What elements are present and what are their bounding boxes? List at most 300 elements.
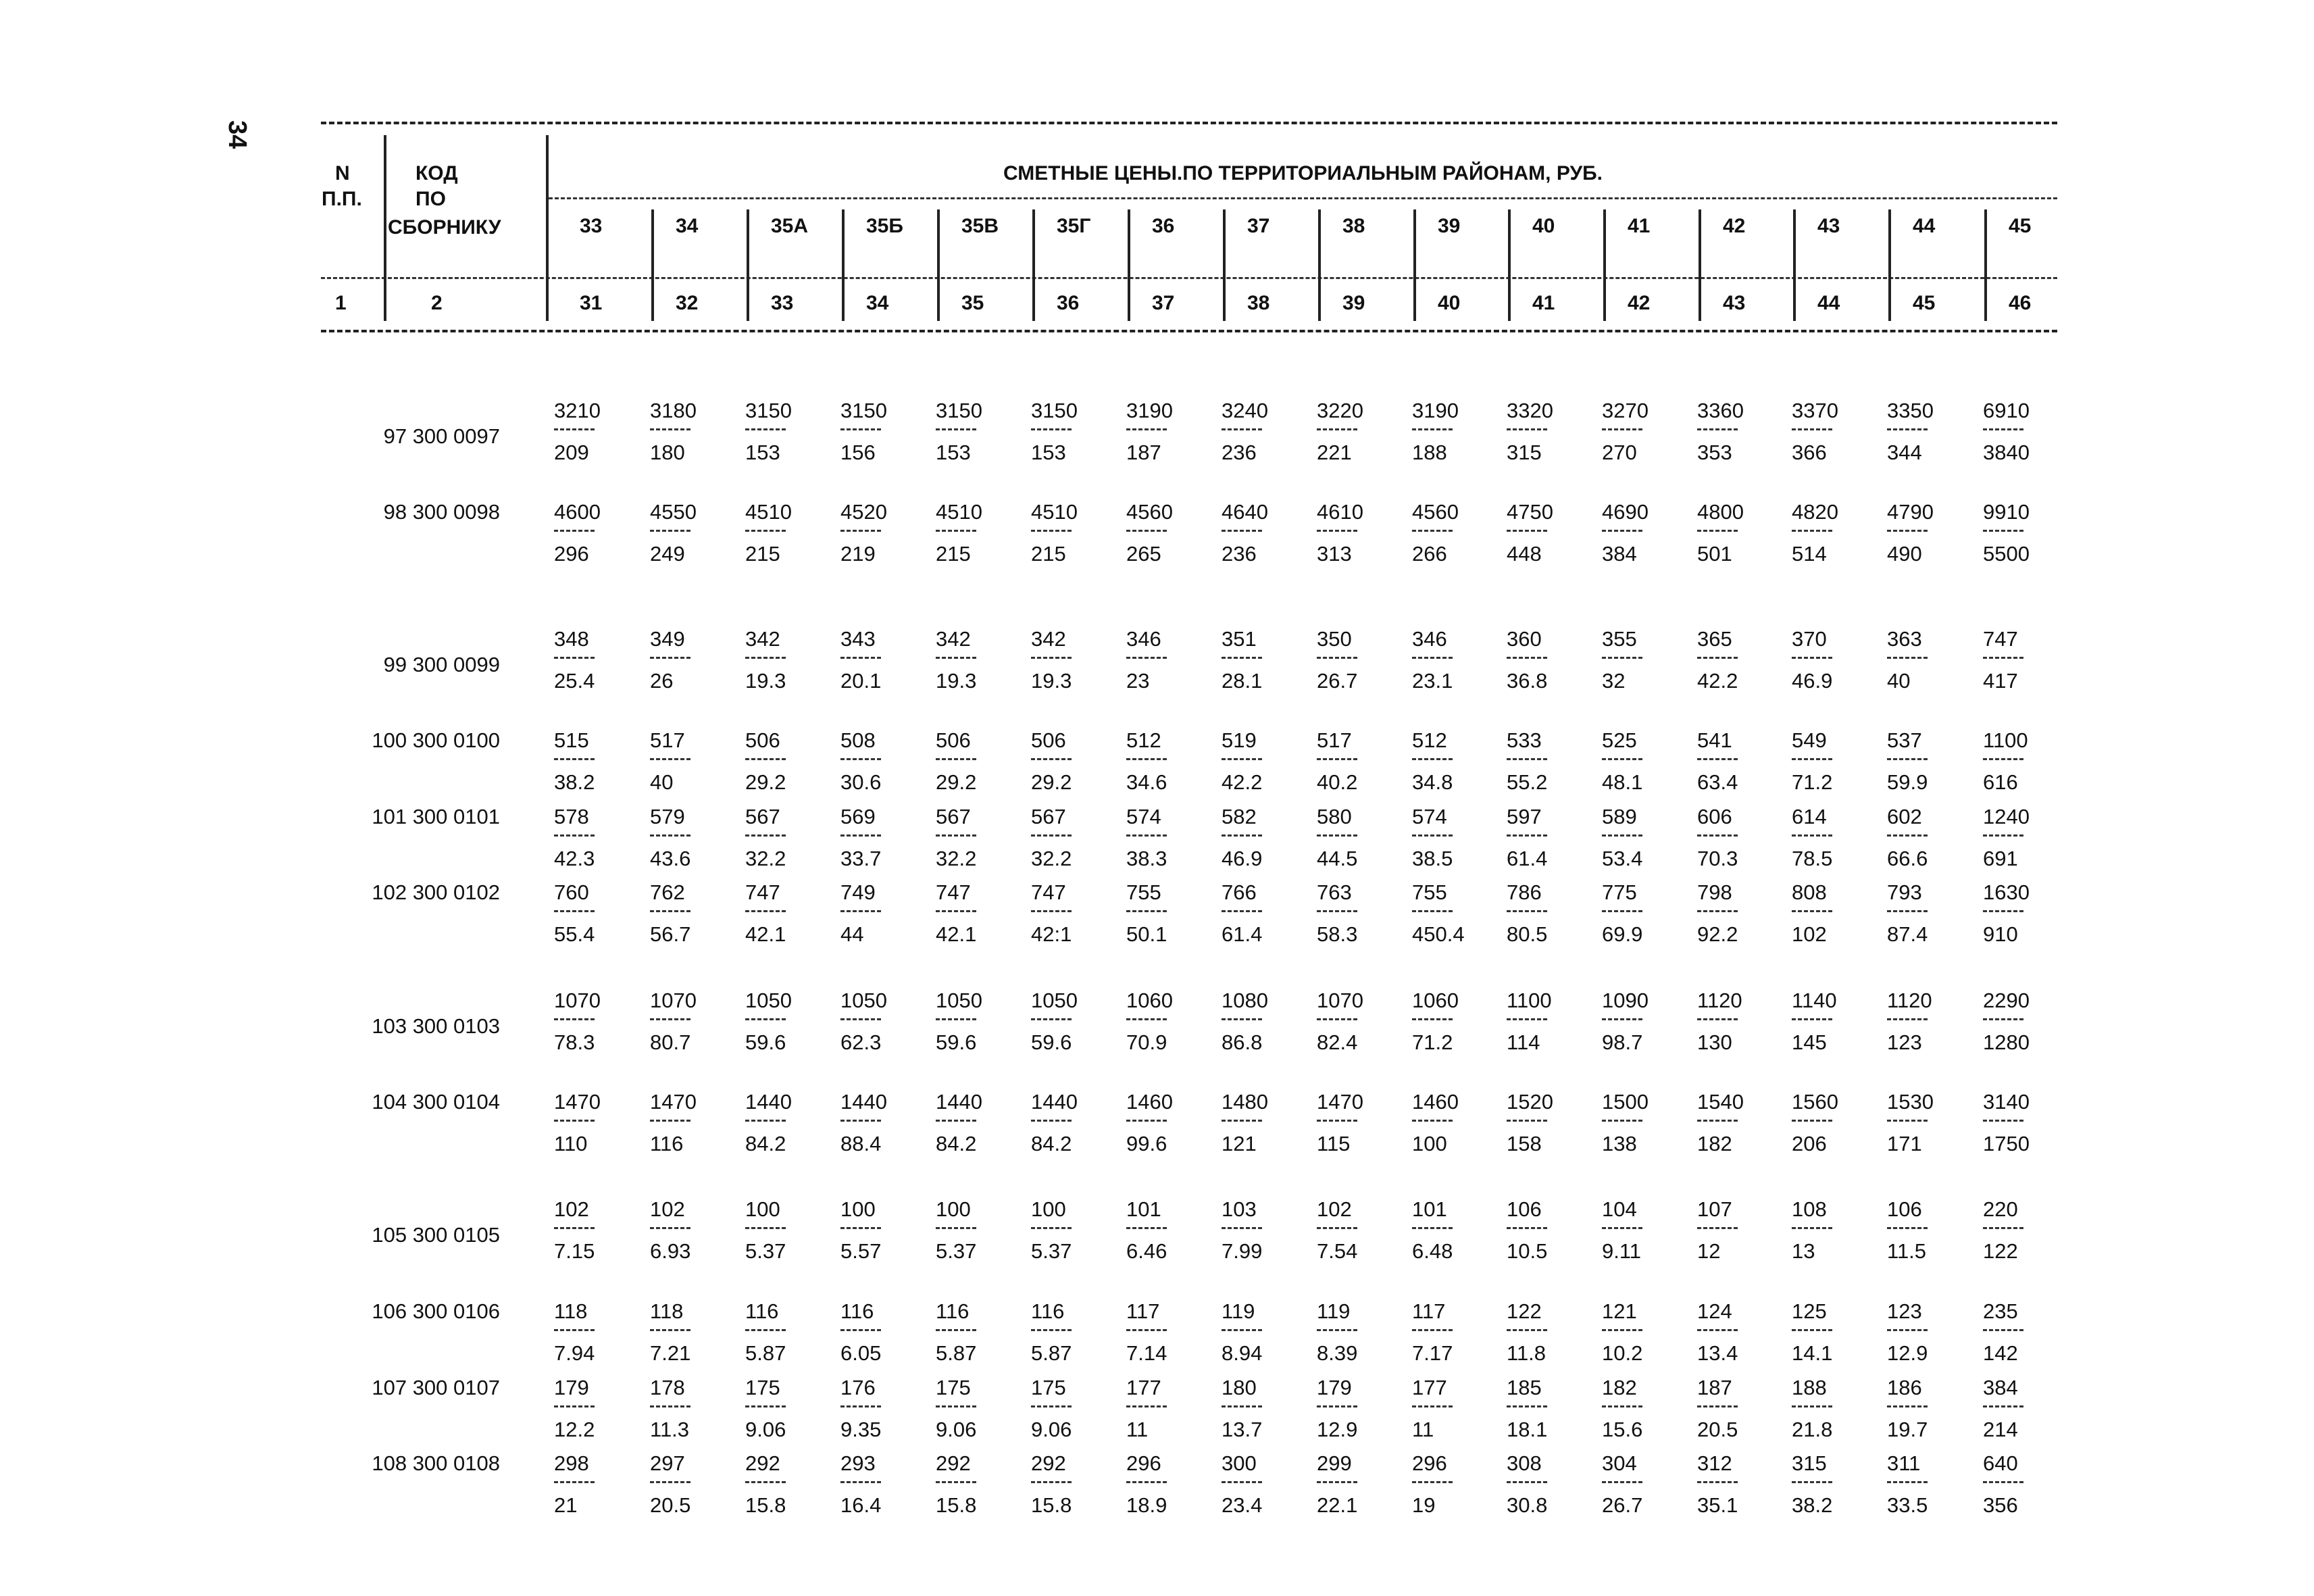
price-cell-bottom: 9.35 (840, 1418, 882, 1441)
price-cell-top: 1460 (1412, 1090, 1459, 1114)
price-cell-top: 3370 (1792, 399, 1838, 422)
price-cell-bottom: 5.37 (936, 1239, 977, 1263)
price-cell-top: 175 (936, 1376, 971, 1399)
fraction-dash (1317, 657, 1357, 659)
fraction-dash (1507, 1481, 1547, 1483)
fraction-dash (1126, 530, 1167, 532)
price-cell-bottom: 5500 (1983, 542, 2030, 566)
header-col-n: N (335, 162, 350, 184)
price-cell-bottom: 153 (745, 441, 780, 464)
header-number: 38 (1247, 292, 1270, 314)
price-cell-top: 342 (745, 627, 780, 651)
header-number: 32 (676, 292, 699, 314)
price-cell-bottom: 122 (1983, 1239, 2018, 1263)
fraction-dash (1983, 657, 2023, 659)
price-cell-top: 101 (1126, 1197, 1161, 1221)
price-cell-top: 350 (1317, 627, 1352, 651)
fraction-dash (1602, 657, 1642, 659)
page-number: 34 (223, 120, 251, 149)
price-cell-bottom: 86.8 (1222, 1030, 1263, 1054)
price-cell-top: 298 (554, 1451, 589, 1475)
fraction-dash (1887, 834, 1928, 837)
fraction-dash (1412, 657, 1453, 659)
fraction-dash (1317, 1329, 1357, 1331)
price-cell-bottom: 23.4 (1222, 1493, 1263, 1517)
price-cell-top: 104 (1602, 1197, 1637, 1221)
price-cell-bottom: 501 (1697, 542, 1732, 566)
price-cell-bottom: 19 (1412, 1493, 1436, 1517)
header-mid-rule (549, 197, 2057, 199)
price-cell-bottom: 42.1 (936, 922, 977, 946)
price-cell-top: 300 (1222, 1451, 1257, 1475)
price-cell-bottom: 42.3 (554, 847, 595, 870)
fraction-dash (650, 758, 690, 760)
fraction-dash (745, 1018, 786, 1020)
fraction-dash (1507, 1120, 1547, 1122)
region-separator (1508, 209, 1511, 321)
price-cell-bottom: 7.99 (1222, 1239, 1263, 1263)
fraction-dash (936, 1120, 976, 1122)
price-cell-top: 116 (936, 1299, 970, 1323)
row-code-label: 108 300 0108 (372, 1451, 500, 1475)
price-cell-top: 517 (650, 728, 685, 752)
fraction-dash (1792, 1018, 1832, 1020)
price-cell-top: 118 (554, 1299, 588, 1323)
row-code-label: 105 300 0105 (372, 1223, 500, 1247)
price-cell-top: 1050 (840, 989, 887, 1012)
price-cell-bottom: 80.5 (1507, 922, 1548, 946)
price-cell-bottom: 38.2 (554, 770, 595, 794)
price-cell-top: 119 (1317, 1299, 1351, 1323)
fraction-dash (840, 1405, 881, 1407)
price-cell-bottom: 182 (1697, 1132, 1732, 1155)
row-code-label: 101 300 0101 (372, 805, 500, 828)
price-cell-top: 755 (1412, 880, 1447, 904)
price-cell-bottom: 16.4 (840, 1493, 882, 1517)
price-cell-bottom: 7.54 (1317, 1239, 1358, 1263)
fraction-dash (1126, 1227, 1167, 1229)
price-cell-bottom: 9.06 (936, 1418, 977, 1441)
price-cell-bottom: 28.1 (1222, 669, 1263, 693)
price-cell-bottom: 42.2 (1697, 669, 1738, 693)
fraction-dash (1602, 1329, 1642, 1331)
fraction-dash (1983, 758, 2023, 760)
price-cell-top: 177 (1126, 1376, 1161, 1399)
fraction-dash (1222, 910, 1262, 912)
region-separator (937, 209, 940, 321)
fraction-dash (1031, 1329, 1072, 1331)
price-cell-top: 106 (1887, 1197, 1922, 1221)
price-cell-top: 1560 (1792, 1090, 1838, 1114)
fraction-dash (1697, 1405, 1738, 1407)
fraction-dash (1983, 428, 2023, 430)
header-vline-2 (546, 135, 549, 321)
price-cell-top: 123 (1887, 1299, 1922, 1323)
price-cell-top: 1060 (1126, 989, 1173, 1012)
fraction-dash (840, 428, 881, 430)
price-cell-bottom: 46.9 (1222, 847, 1263, 870)
price-cell-bottom: 40 (1887, 669, 1911, 693)
fraction-dash (554, 910, 595, 912)
price-cell-top: 107 (1697, 1197, 1732, 1221)
price-cell-top: 293 (840, 1451, 876, 1475)
header-number: 39 (1342, 292, 1365, 314)
price-cell-bottom: 59.6 (936, 1030, 977, 1054)
fraction-dash (1412, 428, 1453, 430)
fraction-dash (1887, 428, 1928, 430)
price-cell-bottom: 356 (1983, 1493, 2018, 1517)
price-cell-bottom: 84.2 (745, 1132, 786, 1155)
price-cell-top: 188 (1792, 1376, 1827, 1399)
fraction-dash (840, 1120, 881, 1122)
price-cell-bottom: 514 (1792, 542, 1827, 566)
price-cell-bottom: 236 (1222, 542, 1257, 566)
price-cell-bottom: 10.5 (1507, 1239, 1548, 1263)
price-cell-top: 793 (1887, 880, 1922, 904)
price-cell-top: 574 (1412, 805, 1447, 828)
price-cell-bottom: 153 (936, 441, 971, 464)
fraction-dash (1222, 428, 1262, 430)
header-number: 31 (580, 292, 603, 314)
price-cell-top: 1630 (1983, 880, 2030, 904)
fraction-dash (1602, 428, 1642, 430)
price-cell-bottom: 7.17 (1412, 1341, 1453, 1365)
fraction-dash (1126, 1018, 1167, 1020)
price-cell-bottom: 490 (1887, 542, 1922, 566)
price-cell-top: 220 (1983, 1197, 2018, 1221)
fraction-dash (1031, 1120, 1072, 1122)
price-cell-bottom: 158 (1507, 1132, 1542, 1155)
price-cell-top: 3190 (1126, 399, 1173, 422)
price-cell-top: 506 (936, 728, 971, 752)
price-cell-top: 355 (1602, 627, 1637, 651)
region-separator (1032, 209, 1035, 321)
fraction-dash (1031, 1227, 1072, 1229)
price-cell-top: 1070 (650, 989, 697, 1012)
price-cell-top: 775 (1602, 880, 1637, 904)
price-cell-bottom: 450.4 (1412, 922, 1465, 946)
price-cell-top: 3150 (840, 399, 887, 422)
price-cell-bottom: 366 (1792, 441, 1827, 464)
region-separator (1699, 209, 1701, 321)
fraction-dash (1697, 758, 1738, 760)
price-cell-bottom: 55.2 (1507, 770, 1548, 794)
price-cell-top: 299 (1317, 1451, 1352, 1475)
fraction-dash (554, 530, 595, 532)
fraction-dash (840, 657, 881, 659)
fraction-dash (745, 1120, 786, 1122)
price-cell-bottom: 5.37 (1031, 1239, 1072, 1263)
price-cell-bottom: 32.2 (1031, 847, 1072, 870)
price-cell-top: 567 (745, 805, 780, 828)
fraction-dash (1126, 834, 1167, 837)
header-number: 37 (1152, 292, 1175, 314)
price-cell-bottom: 12 (1697, 1239, 1721, 1263)
fraction-dash (650, 428, 690, 430)
price-cell-top: 100 (745, 1197, 780, 1221)
price-cell-bottom: 266 (1412, 542, 1447, 566)
fraction-dash (650, 1018, 690, 1020)
price-cell-bottom: 18.1 (1507, 1418, 1548, 1441)
price-cell-top: 4640 (1222, 500, 1268, 524)
fraction-dash (1317, 1405, 1357, 1407)
price-cell-top: 519 (1222, 728, 1257, 752)
price-cell-top: 187 (1697, 1376, 1732, 1399)
price-cell-bottom: 142 (1983, 1341, 2018, 1365)
price-cell-top: 578 (554, 805, 589, 828)
price-cell-top: 1520 (1507, 1090, 1553, 1114)
header-region-8: 38 (1342, 215, 1365, 237)
price-cell-bottom: 43.6 (650, 847, 691, 870)
fraction-dash (1983, 1227, 2023, 1229)
fraction-dash (650, 1405, 690, 1407)
price-cell-top: 762 (650, 880, 685, 904)
fraction-dash (1222, 657, 1262, 659)
price-cell-top: 118 (650, 1299, 684, 1323)
header-region-14: 44 (1913, 215, 1936, 237)
fraction-dash (1222, 1329, 1262, 1331)
fraction-dash (1317, 1481, 1357, 1483)
price-cell-top: 512 (1412, 728, 1447, 752)
fraction-dash (1031, 1405, 1072, 1407)
price-cell-bottom: 691 (1983, 847, 2018, 870)
price-cell-bottom: 11 (1126, 1418, 1149, 1441)
region-separator (1318, 209, 1321, 321)
fraction-dash (1222, 1018, 1262, 1020)
fraction-dash (936, 1481, 976, 1483)
price-cell-top: 175 (745, 1376, 780, 1399)
region-separator (842, 209, 845, 321)
fraction-dash (1602, 1120, 1642, 1122)
fraction-dash (1412, 758, 1453, 760)
price-cell-top: 3270 (1602, 399, 1649, 422)
fraction-dash (1412, 530, 1453, 532)
price-cell-top: 1080 (1222, 989, 1268, 1012)
price-cell-bottom: 384 (1602, 542, 1637, 566)
price-cell-top: 122 (1507, 1299, 1542, 1323)
price-cell-top: 537 (1887, 728, 1922, 752)
fraction-dash (1031, 834, 1072, 837)
row-code-label: 107 300 0107 (372, 1376, 500, 1399)
fraction-dash (554, 1120, 595, 1122)
price-cell-bottom: 40 (650, 770, 674, 794)
price-cell-top: 292 (1031, 1451, 1066, 1475)
region-separator (1603, 209, 1606, 321)
fraction-dash (1317, 1227, 1357, 1229)
header-number: 43 (1723, 292, 1746, 314)
price-cell-bottom: 34.6 (1126, 770, 1167, 794)
fraction-dash (1031, 758, 1072, 760)
price-cell-top: 525 (1602, 728, 1637, 752)
fraction-dash (1126, 428, 1167, 430)
price-cell-bottom: 123 (1887, 1030, 1922, 1054)
row-code-label: 100 300 0100 (372, 728, 500, 752)
fraction-dash (1412, 1227, 1453, 1229)
price-cell-bottom: 56.7 (650, 922, 691, 946)
fraction-dash (1317, 758, 1357, 760)
price-cell-bottom: 42.1 (745, 922, 786, 946)
price-cell-top: 292 (936, 1451, 971, 1475)
fraction-dash (1602, 758, 1642, 760)
price-cell-top: 315 (1792, 1451, 1827, 1475)
price-cell-top: 541 (1697, 728, 1732, 752)
fraction-dash (1412, 1481, 1453, 1483)
fraction-dash (1983, 1405, 2023, 1407)
price-cell-bottom: 46.9 (1792, 669, 1833, 693)
price-cell-bottom: 270 (1602, 441, 1637, 464)
price-cell-top: 567 (1031, 805, 1066, 828)
fraction-dash (1412, 1405, 1453, 1407)
price-cell-bottom: 15.6 (1602, 1418, 1643, 1441)
fraction-dash (1887, 910, 1928, 912)
price-cell-bottom: 100 (1412, 1132, 1447, 1155)
price-cell-bottom: 121 (1222, 1132, 1257, 1155)
price-cell-top: 533 (1507, 728, 1542, 752)
fraction-dash (840, 758, 881, 760)
fraction-dash (1887, 758, 1928, 760)
price-cell-bottom: 6.05 (840, 1341, 882, 1365)
price-cell-top: 786 (1507, 880, 1542, 904)
price-cell-top: 304 (1602, 1451, 1637, 1475)
price-cell-bottom: 36.8 (1507, 669, 1548, 693)
fraction-dash (1126, 1405, 1167, 1407)
header-region-2: 35А (771, 215, 809, 237)
price-cell-bottom: 26.7 (1602, 1493, 1643, 1517)
fraction-dash (1507, 1405, 1547, 1407)
header-number: 35 (961, 292, 984, 314)
price-cell-bottom: 215 (745, 542, 780, 566)
fraction-dash (745, 1329, 786, 1331)
price-cell-top: 3150 (936, 399, 982, 422)
fraction-dash (936, 1227, 976, 1229)
fraction-dash (1983, 1481, 2023, 1483)
fraction-dash (650, 910, 690, 912)
fraction-dash (650, 1120, 690, 1122)
price-cell-top: 363 (1887, 627, 1922, 651)
price-cell-bottom: 63.4 (1697, 770, 1738, 794)
price-cell-bottom: 11 (1412, 1418, 1434, 1441)
price-cell-top: 506 (745, 728, 780, 752)
price-cell-bottom: 78.3 (554, 1030, 595, 1054)
price-cell-top: 179 (554, 1376, 589, 1399)
price-cell-top: 116 (1031, 1299, 1065, 1323)
price-cell-top: 121 (1602, 1299, 1637, 1323)
price-cell-top: 512 (1126, 728, 1161, 752)
price-cell-top: 100 (840, 1197, 876, 1221)
fraction-dash (1317, 1018, 1357, 1020)
header-col-code3: СБОРНИКУ (388, 216, 501, 239)
price-cell-bottom: 7.94 (554, 1341, 595, 1365)
price-cell-bottom: 115 (1317, 1132, 1351, 1155)
price-cell-bottom: 59.6 (745, 1030, 786, 1054)
fraction-dash (1317, 910, 1357, 912)
price-cell-bottom: 7.14 (1126, 1341, 1167, 1365)
region-separator (1793, 209, 1796, 321)
fraction-dash (840, 1481, 881, 1483)
price-cell-top: 1240 (1983, 805, 2030, 828)
price-cell-top: 3180 (650, 399, 697, 422)
header-region-9: 39 (1438, 215, 1461, 237)
price-cell-top: 798 (1697, 880, 1732, 904)
header-number-1: 1 (335, 292, 347, 314)
fraction-dash (1697, 1227, 1738, 1229)
price-cell-bottom: 44.5 (1317, 847, 1358, 870)
fraction-dash (1983, 1120, 2023, 1122)
price-cell-top: 4820 (1792, 500, 1838, 524)
price-cell-top: 2290 (1983, 989, 2030, 1012)
price-cell-bottom: 80.7 (650, 1030, 691, 1054)
price-cell-top: 549 (1792, 728, 1827, 752)
fraction-dash (936, 910, 976, 912)
price-cell-top: 808 (1792, 880, 1827, 904)
fraction-dash (554, 657, 595, 659)
fraction-dash (650, 657, 690, 659)
price-cell-bottom: 11.5 (1887, 1239, 1927, 1263)
price-cell-bottom: 99.6 (1126, 1132, 1167, 1155)
price-cell-bottom: 13.4 (1697, 1341, 1738, 1365)
price-cell-top: 175 (1031, 1376, 1066, 1399)
price-cell-top: 102 (554, 1197, 589, 1221)
fraction-dash (1792, 1481, 1832, 1483)
price-cell-top: 1460 (1126, 1090, 1173, 1114)
price-cell-top: 1470 (1317, 1090, 1363, 1114)
fraction-dash (1412, 1329, 1453, 1331)
price-cell-bottom: 61.4 (1507, 847, 1548, 870)
price-cell-bottom: 29.2 (936, 770, 977, 794)
price-cell-bottom: 315 (1507, 441, 1542, 464)
price-cell-bottom: 188 (1412, 441, 1447, 464)
price-cell-top: 102 (650, 1197, 685, 1221)
price-cell-top: 1050 (1031, 989, 1078, 1012)
fraction-dash (1507, 428, 1547, 430)
fraction-dash (1602, 834, 1642, 837)
price-cell-top: 1090 (1602, 989, 1649, 1012)
price-cell-bottom: 29.2 (1031, 770, 1072, 794)
header-region-15: 45 (2009, 215, 2032, 237)
price-cell-top: 582 (1222, 805, 1257, 828)
price-cell-bottom: 70.9 (1126, 1030, 1167, 1054)
fraction-dash (1697, 1018, 1738, 1020)
fraction-dash (936, 428, 976, 430)
header-number: 34 (866, 292, 889, 314)
header-region-5: 35Г (1057, 215, 1091, 237)
price-cell-bottom: 30.6 (840, 770, 882, 794)
fraction-dash (1792, 657, 1832, 659)
fraction-dash (1222, 1120, 1262, 1122)
price-cell-top: 1050 (745, 989, 792, 1012)
header-number: 46 (2009, 292, 2032, 314)
price-cell-top: 349 (650, 627, 685, 651)
row-code-label: 98 300 0098 (383, 500, 500, 524)
fraction-dash (1126, 657, 1167, 659)
price-cell-bottom: 417 (1983, 669, 2018, 693)
fraction-dash (1983, 1329, 2023, 1331)
price-cell-top: 308 (1507, 1451, 1542, 1475)
price-cell-bottom: 20.5 (1697, 1418, 1738, 1441)
header-number: 44 (1817, 292, 1840, 314)
price-cell-bottom: 5.87 (745, 1341, 786, 1365)
price-cell-top: 4520 (840, 500, 887, 524)
price-cell-bottom: 70.3 (1697, 847, 1738, 870)
price-cell-bottom: 33.7 (840, 847, 882, 870)
price-cell-bottom: 55.4 (554, 922, 595, 946)
price-cell-bottom: 187 (1126, 441, 1161, 464)
price-cell-top: 186 (1887, 1376, 1922, 1399)
price-cell-top: 124 (1697, 1299, 1732, 1323)
row-code-label: 103 300 0103 (372, 1014, 500, 1038)
price-cell-top: 179 (1317, 1376, 1352, 1399)
price-cell-top: 4560 (1126, 500, 1173, 524)
